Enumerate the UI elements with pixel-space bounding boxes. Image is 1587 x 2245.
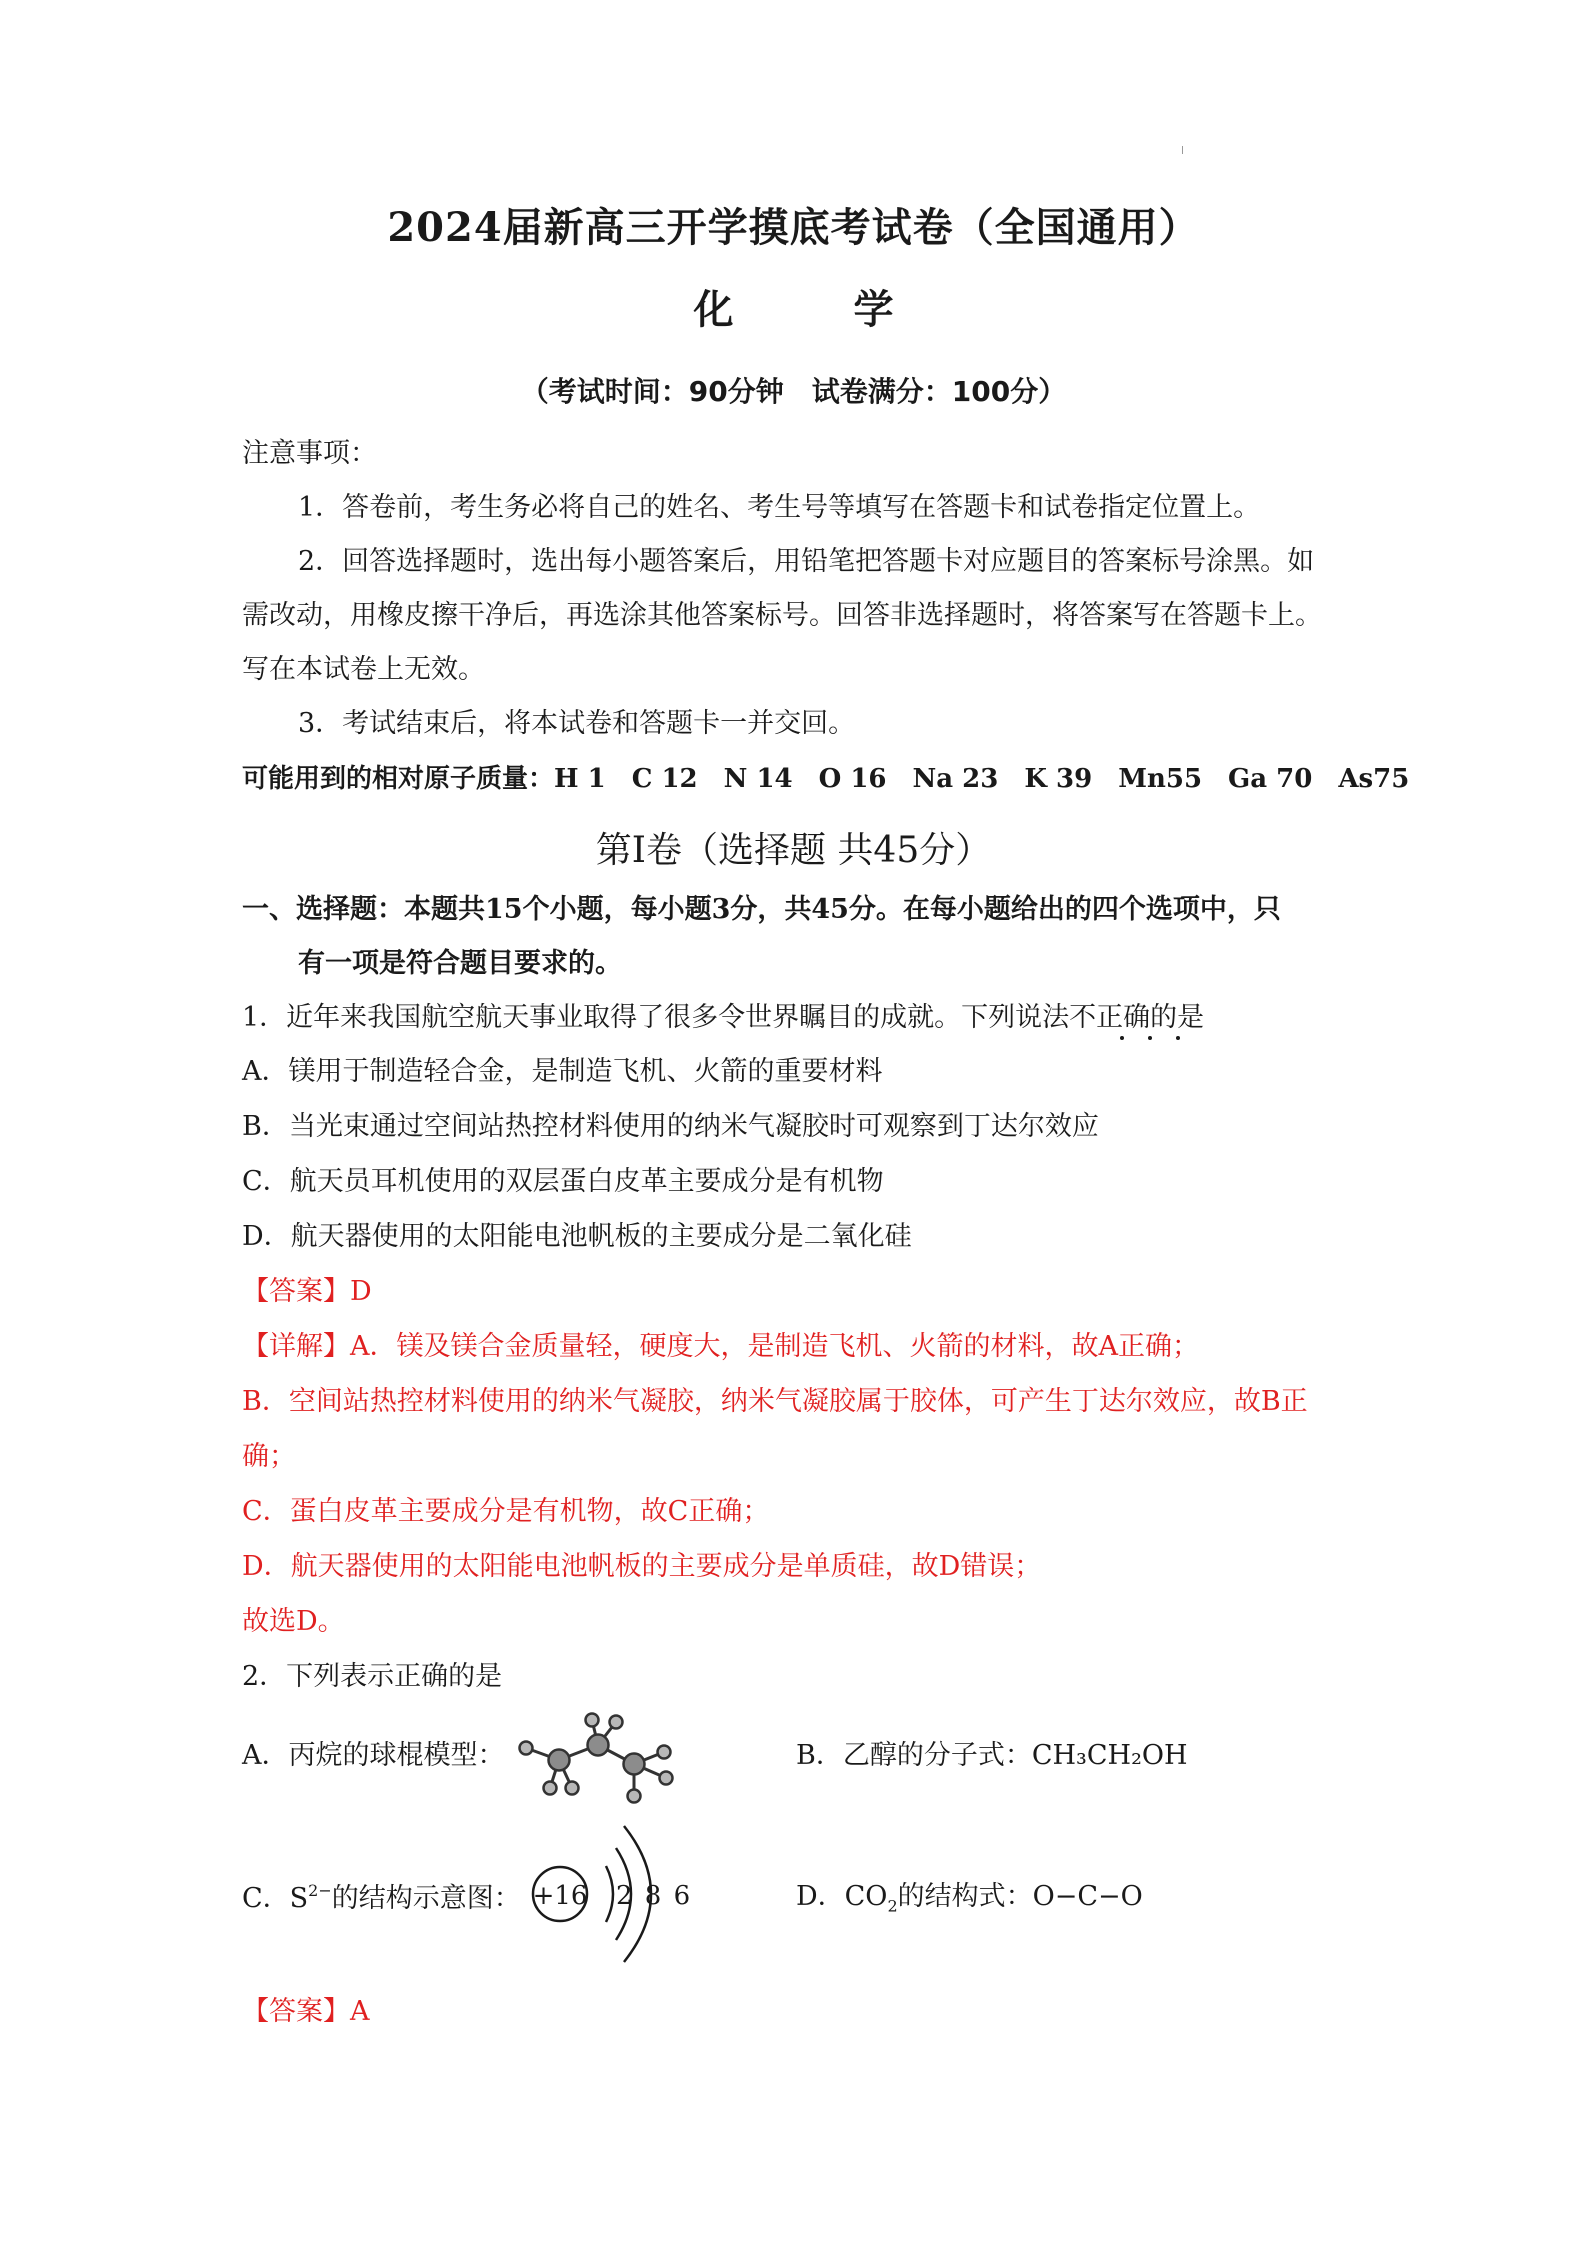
subject-char-2: 学	[853, 286, 894, 333]
question-1-answer: 【答案】D	[242, 1276, 372, 1307]
question-1-detail-line-3: 确；	[242, 1441, 296, 1472]
question-2-option-c	[242, 1881, 521, 1915]
notes-item-2-line-1: 2．回答选择题时，选出每小题答案后，用铅笔把答题卡对应题目的答案标号涂黑。如	[298, 546, 1315, 577]
question-2-option-b-label: B．乙醇的分子式：	[796, 1740, 1032, 1771]
exam-info: （考试时间：90分钟 试卷满分：100分）	[520, 375, 1067, 408]
question-1-detail-line-6: 故选D。	[242, 1606, 345, 1637]
question-1-detail-line-5: D．航天器使用的太阳能电池帆板的主要成分是单质硅，故D错误；	[242, 1551, 1042, 1582]
question-2-stem: 2．下列表示正确的是	[242, 1661, 503, 1692]
question-2-option-a-label: A．丙烷的球棍模型：	[242, 1740, 505, 1771]
sulfide-ion-structure-diagram	[526, 1808, 696, 1976]
section-heading: 第Ⅰ卷（选择题 共45分）	[595, 830, 992, 871]
question-1-option-a: A．镁用于制造轻合金，是制造飞机、火箭的重要材料	[242, 1056, 883, 1087]
emphasis-dot	[1120, 1036, 1124, 1040]
question-1-option-b: B．当光束通过空间站热控材料使用的纳米气凝胶时可观察到丁达尔效应	[242, 1111, 1099, 1142]
notes-item-1: 1．答卷前，考生务必将自己的姓名、考生号等填写在答题卡和试卷指定位置上。	[298, 492, 1261, 523]
section-instructions-line-1: 一、选择题：本题共15个小题，每小题3分，共45分。在每小题给出的四个选项中，只	[242, 894, 1281, 925]
notes-heading: 注意事项：	[242, 438, 377, 469]
question-1-detail-line-1: 【详解】A．镁及镁合金质量轻，硬度大，是制造飞机、火箭的材料，故A正确；	[242, 1331, 1199, 1362]
co2-structural-formula: O−C−O	[1032, 1881, 1143, 1912]
emphasis-dot	[1176, 1036, 1180, 1040]
electron-shells-label: 2 8 6	[616, 1881, 693, 1911]
notes-item-2-line-2: 需改动，用橡皮擦干净后，再选涂其他答案标号。回答非选择题时，将答案写在答题卡上。	[242, 600, 1322, 631]
question-1-detail-line-4: C．蛋白皮革主要成分是有机物，故C正确；	[242, 1496, 770, 1527]
nucleus-label: +16	[532, 1881, 588, 1911]
question-1-stem: 1．近年来我国航空航天事业取得了很多令世界瞩目的成就。下列说法不正确的是	[242, 1002, 1205, 1033]
exam-title: 2024届新高三开学摸底考试卷（全国通用）	[387, 204, 1200, 251]
question-1-detail-line-2: B．空间站热控材料使用的纳米气凝胶，纳米气凝胶属于胶体，可产生丁达尔效应，故B正	[242, 1386, 1308, 1417]
question-1-option-d: D．航天器使用的太阳能电池帆板的主要成分是二氧化硅	[242, 1221, 912, 1252]
question-2-option-b	[796, 1742, 1188, 1769]
page-mark	[1182, 146, 1183, 154]
question-1-option-c: C．航天员耳机使用的双层蛋白皮革主要成分是有机物	[242, 1166, 884, 1197]
question-2-option-d	[796, 1883, 1143, 1914]
question-2-option-d-prefix: D．CO	[796, 1881, 888, 1912]
question-2-answer: 【答案】A	[242, 1996, 370, 2027]
subject-title	[0, 278, 1587, 335]
notes-item-3: 3．考试结束后，将本试卷和答题卡一并交回。	[298, 708, 856, 739]
atomic-masses: 可能用到的相对原子质量：H 1 C 12 N 14 O 16 Na 23 K 39 Mn55 Ga 70 As75	[242, 764, 1410, 794]
emphasis-dot	[1148, 1036, 1152, 1040]
question-2-option-c-suffix: 的结构示意图：	[331, 1883, 521, 1915]
question-2-option-d-suffix: 的结构式：	[897, 1881, 1033, 1912]
sulfide-charge: 2−	[308, 1881, 332, 1900]
notes-item-2-line-3: 写在本试卷上无效。	[242, 654, 485, 685]
section-instructions-line-2: 有一项是符合题目要求的。	[298, 948, 622, 979]
propane-ball-stick-model	[512, 1708, 684, 1812]
subject-char-1: 化	[693, 286, 734, 333]
question-2-option-c-prefix: C．S	[242, 1883, 309, 1915]
ethanol-formula: CH₃CH₂OH	[1031, 1740, 1188, 1771]
co2-subscript: 2	[887, 1896, 898, 1916]
